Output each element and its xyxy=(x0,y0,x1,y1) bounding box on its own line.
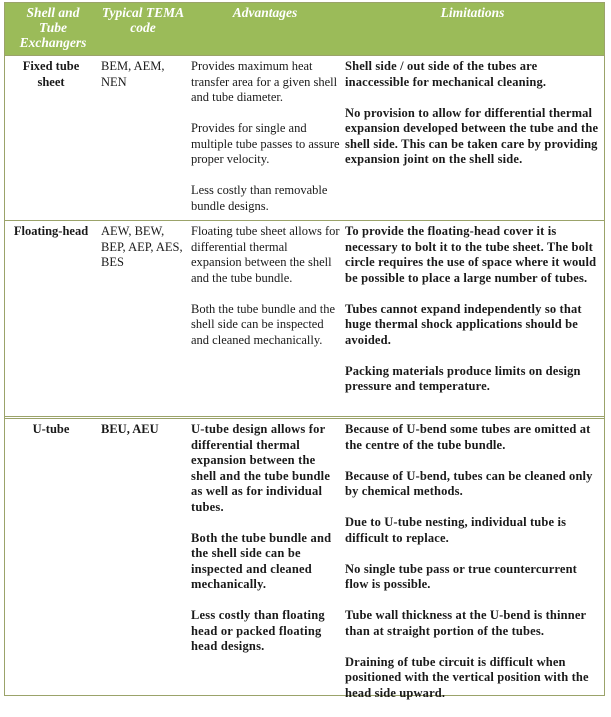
table-row-floating-head xyxy=(5,220,604,416)
advantage-item: U-tube design allows for differential thermal expansion between the shell and the tube bundle as well as for individual tubes. xyxy=(191,422,331,514)
table-row-fixed-tube-sheet xyxy=(5,55,604,220)
exchanger-type: U-tube xyxy=(32,422,70,436)
header-advantages: Advantages xyxy=(232,5,298,20)
advantage-item: Less costly than floating head or packed floating head designs. xyxy=(191,608,325,653)
table-header xyxy=(5,3,604,55)
tema-code: AEW, BEW, BEP, AEP, AES, BES xyxy=(101,224,183,269)
limitation-item: No provision to allow for differential thermal expansion developed between the tube and the shell side. This can be taken care by providing expansion joint on the shell side. xyxy=(345,105,599,166)
limitation-item: Tubes cannot expand independently so that huge thermal shock applications should be avoided. xyxy=(345,301,582,347)
header-limitations: Limitations xyxy=(440,5,505,20)
limitation-item: Because of U-bend, tubes can be cleaned only by chemical methods. xyxy=(345,468,593,498)
advantages-cell xyxy=(191,422,341,670)
limitations-cell xyxy=(345,224,600,410)
limitation-item: To provide the floating-head cover it is necessary to bolt it to the tube sheet. The bolt circle requires the use of space where it would be possible to place a large number of tubes. xyxy=(345,224,597,285)
tema-code: BEU, AEU xyxy=(101,422,159,436)
advantages-cell xyxy=(191,59,341,230)
advantages-cell xyxy=(191,224,341,364)
advantage-item: Provides for single and multiple tube passes to assure proper velocity. xyxy=(191,121,340,166)
limitations-cell xyxy=(345,422,600,717)
limitation-item: No single tube pass or true countercurrent flow is possible. xyxy=(345,561,577,591)
limitation-item: Shell side / out side of the tubes are inaccessible for mechanical cleaning. xyxy=(345,59,547,89)
heat-exchanger-comparison-table xyxy=(4,2,605,700)
advantage-item: Provides maximum heat transfer area for a given shell and tube diameter. xyxy=(191,59,338,104)
limitation-item: Packing materials produce limits on design pressure and temperature. xyxy=(345,363,581,393)
advantage-item: Both the tube bundle and the shell side can be inspected and cleaned mechanically. xyxy=(191,301,336,347)
limitation-item: Due to U-tube nesting, individual tube is difficult to replace. xyxy=(345,515,567,545)
header-shell-tube-exchangers: Shell and Tube Exchangers xyxy=(19,5,87,50)
exchanger-type: Floating-head xyxy=(13,224,89,238)
limitation-item: Because of U-bend some tubes are omitted at the centre of the tube bundle. xyxy=(345,422,591,452)
advantage-item: Less costly than removable bundle designs. xyxy=(191,183,328,213)
limitations-cell xyxy=(345,59,600,183)
advantage-item: Both the tube bundle and the shell side can be inspected and cleaned mechanically. xyxy=(191,530,332,591)
header-tema-code: Typical TEMA code xyxy=(101,5,185,35)
limitation-item: Draining of tube circuit is difficult when positioned with the vertical position with the head side upward. xyxy=(345,654,589,700)
tema-code: BEM, AEM, NEN xyxy=(101,59,165,89)
exchanger-type: Fixed tube sheet xyxy=(22,59,80,89)
advantage-item: Floating tube sheet allows for differential thermal expansion between the shell and the tube bundle. xyxy=(191,224,340,285)
table-row-u-tube xyxy=(5,416,604,700)
limitation-item: Tube wall thickness at the U-bend is thinner than at straight portion of the tubes. xyxy=(345,608,587,638)
